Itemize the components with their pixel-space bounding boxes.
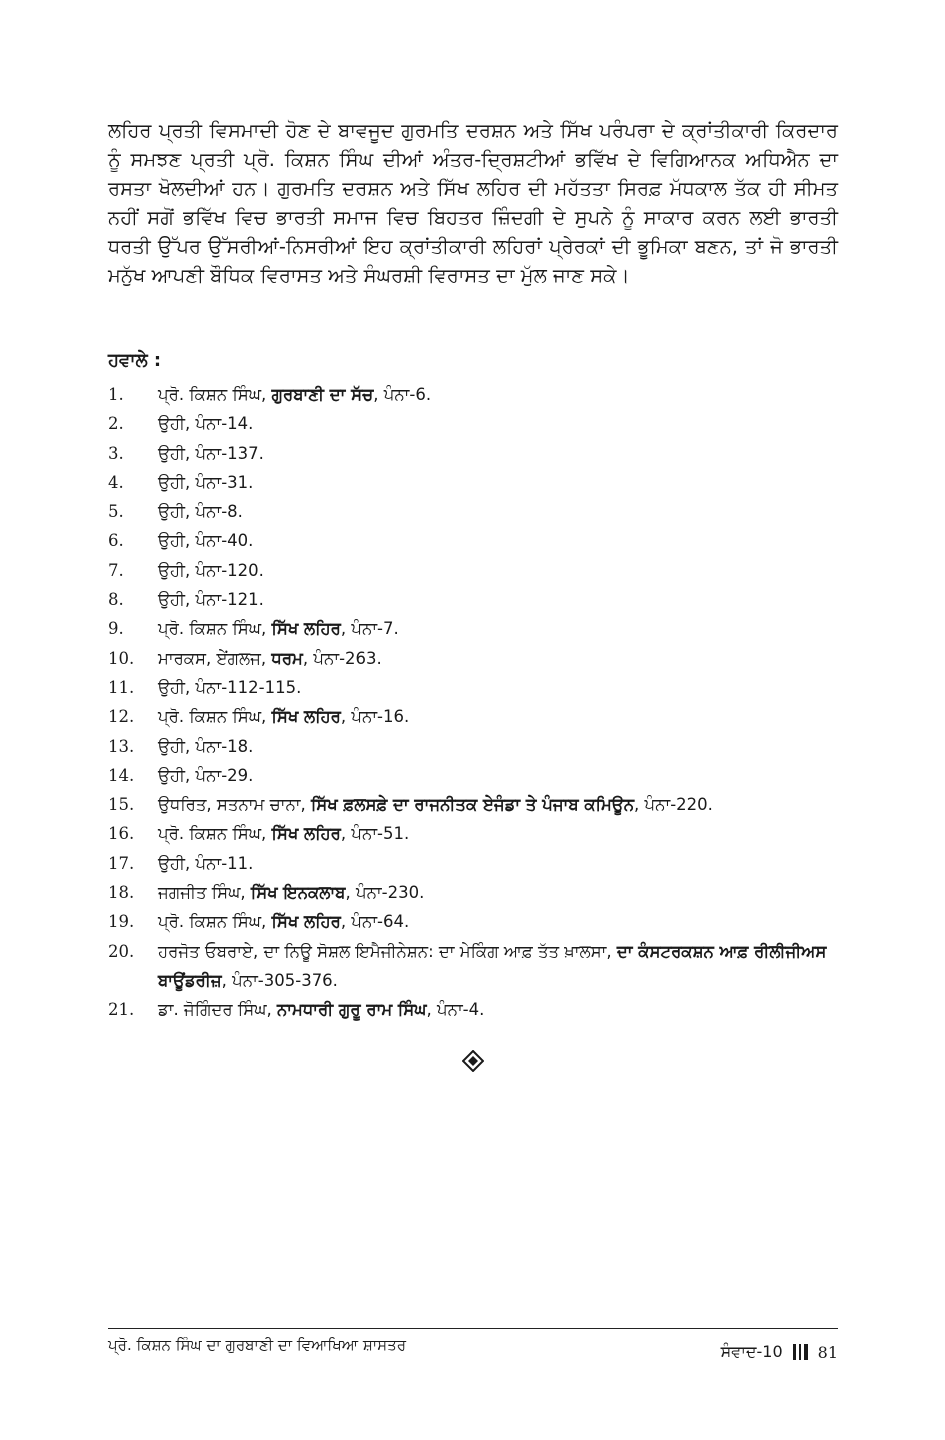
footer-divider: [108, 1328, 838, 1329]
reference-number: 13.: [108, 736, 135, 756]
reference-detail: , ਪੰਨਾ-6.: [373, 385, 432, 404]
reference-item: [108, 556, 840, 585]
reference-item: [108, 614, 840, 643]
reference-number: 21.: [108, 1000, 135, 1020]
reference-title: ਸਿੱਖ ਲਹਿਰ: [271, 707, 341, 727]
reference-detail: ਉਹੀ, ਪੰਨਾ-112-115.: [158, 677, 302, 697]
reference-detail: ਉਹੀ, ਪੰਨਾ-8.: [158, 502, 243, 522]
footer-separator-icon: [793, 1344, 808, 1360]
reference-detail: ਪ੍ਰੋ. ਕਿਸ਼ਨ ਸਿੰਘ,: [158, 385, 272, 404]
reference-number: 9.: [108, 619, 124, 639]
reference-item: [108, 702, 840, 731]
footer-journal: ਸੰਵਾਦ-10: [720, 1342, 783, 1361]
footer-page-number: 81: [817, 1342, 838, 1362]
reference-number: 5.: [108, 502, 124, 522]
reference-detail: ਉਹੀ, ਪੰਨਾ-121.: [158, 590, 264, 610]
reference-item: [108, 644, 840, 673]
reference-detail: ਉਹੀ, ਪੰਨਾ-120.: [158, 560, 264, 580]
reference-item: [108, 526, 840, 555]
references-heading: ਹਵਾਲੇ :: [108, 350, 162, 371]
reference-title: ਸਿੱਖ ਇਨਕਲਾਬ: [250, 883, 346, 903]
reference-text: [158, 644, 840, 673]
reference-detail: ਉਹੀ, ਪੰਨਾ-137.: [158, 443, 264, 463]
reference-title: ਸਿੱਖ ਲਹਿਰ: [271, 619, 341, 639]
reference-number: 14.: [108, 765, 135, 785]
reference-number: 16.: [108, 824, 135, 844]
reference-text: [158, 907, 840, 936]
reference-item: [108, 585, 840, 614]
reference-number: 3.: [108, 443, 124, 463]
reference-title: ਸਿੱਖ ਲਹਿਰ: [271, 824, 341, 844]
reference-number: 11.: [108, 677, 135, 697]
reference-number: 10.: [108, 648, 135, 668]
reference-title: ਗੁਰਬਾਣੀ ਦਾ ਸੱਚ: [271, 385, 374, 404]
reference-item: [108, 380, 840, 409]
reference-number: 19.: [108, 912, 135, 932]
reference-number: 6.: [108, 531, 124, 551]
reference-item: [108, 937, 840, 996]
references-list: [108, 380, 840, 1025]
reference-text: [158, 409, 840, 438]
reference-text: [158, 790, 840, 819]
reference-number: 15.: [108, 795, 135, 815]
reference-detail: ਉਧਰਿਤ, ਸਤਨਾਮ ਚਾਨਾ,: [158, 795, 311, 815]
reference-item: [108, 497, 840, 526]
reference-text: [158, 937, 840, 996]
reference-item: [108, 468, 840, 497]
reference-detail: ਜਗਜੀਤ ਸਿੰਘ,: [158, 883, 251, 903]
reference-item: [108, 673, 840, 702]
reference-text: [158, 439, 840, 468]
reference-title: ਦਾ ਕੰਸਟਰਕਸ਼ਨ ਆਫ਼ ਰੀਲੀਜੀਅਸ ਬਾਊਂਡਰੀਜ਼: [158, 941, 827, 990]
reference-detail: ਪ੍ਰੋ. ਕਿਸ਼ਨ ਸਿੰਘ,: [158, 912, 272, 932]
footer-right: [721, 1342, 838, 1362]
reference-detail: ਉਹੀ, ਪੰਨਾ-11.: [158, 853, 254, 873]
reference-number: 12.: [108, 707, 135, 727]
reference-text: [158, 995, 840, 1024]
reference-detail: , ਪੰਨਾ-220.: [634, 795, 713, 815]
reference-detail: , ਪੰਨਾ-64.: [340, 912, 410, 932]
reference-item: [108, 849, 840, 878]
reference-title: ਸਿੱਖ ਫ਼ਲਸਫ਼ੇ ਦਾ ਰਾਜਨੀਤਕ ਏਜੰਡਾ ਤੇ ਪੰਜਾਬ ਕਮਿਊਨ: [310, 795, 635, 815]
reference-item: [108, 995, 840, 1024]
reference-detail: ਪ੍ਰੋ. ਕਿਸ਼ਨ ਸਿੰਘ,: [158, 619, 272, 639]
reference-text: [158, 497, 840, 526]
reference-item: [108, 732, 840, 761]
reference-detail: ਉਹੀ, ਪੰਨਾ-18.: [158, 736, 254, 756]
reference-text: [158, 585, 840, 614]
reference-title: ਧਰਮ: [271, 648, 303, 668]
reference-item: [108, 439, 840, 468]
reference-text: [158, 556, 840, 585]
reference-detail: , ਪੰਨਾ-16.: [340, 707, 410, 727]
reference-detail: ਉਹੀ, ਪੰਨਾ-40.: [158, 531, 254, 551]
reference-item: [108, 878, 840, 907]
reference-number: 8.: [108, 590, 124, 610]
reference-text: [158, 673, 840, 702]
reference-number: 1.: [108, 385, 124, 404]
reference-detail: ਪ੍ਰੋ. ਕਿਸ਼ਨ ਸਿੰਘ,: [158, 707, 272, 727]
reference-detail: ਡਾ. ਜੋਗਿੰਦਰ ਸਿੰਘ,: [158, 1000, 277, 1020]
reference-detail: ਉਹੀ, ਪੰਨਾ-31.: [158, 472, 254, 492]
reference-number: 20.: [108, 941, 135, 961]
reference-item: [108, 409, 840, 438]
reference-detail: , ਪੰਨਾ-263.: [302, 648, 382, 668]
reference-text: [158, 878, 840, 907]
reference-text: [158, 380, 840, 409]
reference-detail: , ਪੰਨਾ-230.: [345, 883, 425, 903]
reference-detail: ਪ੍ਰੋ. ਕਿਸ਼ਨ ਸਿੰਘ,: [158, 824, 272, 844]
reference-number: 17.: [108, 853, 135, 873]
footer-book-title: ਪ੍ਰੋ. ਕਿਸ਼ਨ ਸਿੰਘ ਦਾ ਗੁਰਬਾਣੀ ਦਾ ਵਿਆਖਿਆ ਸ਼ਾਸਤਰ: [108, 1336, 407, 1354]
reference-detail: , ਪੰਨਾ-51.: [340, 824, 410, 844]
reference-text: [158, 732, 840, 761]
reference-detail: , ਪੰਨਾ-7.: [340, 619, 399, 639]
reference-text: [158, 468, 840, 497]
reference-detail: , ਪੰਨਾ-305-376.: [221, 970, 338, 990]
reference-number: 7.: [108, 560, 124, 580]
reference-number: 4.: [108, 472, 124, 492]
reference-text: [158, 702, 840, 731]
reference-item: [108, 819, 840, 848]
reference-text: [158, 819, 840, 848]
reference-detail: ਉਹੀ, ਪੰਨਾ-29.: [158, 765, 254, 785]
reference-text: [158, 614, 840, 643]
reference-text: [158, 526, 840, 555]
reference-title: ਸਿੱਖ ਲਹਿਰ: [271, 912, 341, 932]
body-paragraph: ਲਹਿਰ ਪ੍ਰਤੀ ਵਿਸਮਾਦੀ ਹੋਣ ਦੇ ਬਾਵਜੂਦ ਗੁਰਮਤਿ ਦਰਸ਼ਨ ਅਤੇ ਸਿੱਖ ਪਰੰਪਰਾ ਦੇ ਕ੍ਰਾਂਤੀਕਾਰੀ ਕਿਰਦਾਰ ਨੂੰ ਸਮਝਣ ਪ੍ਰਤੀ ਪ੍ਰੋ. ਕਿਸ਼ਨ ਸਿੰਘ ਦੀਆਂ ਅੰਤਰ-ਦ੍ਰਿਸ਼ਟੀਆਂ ਭਵਿੱਖ ਦੇ ਵਿਗਿਆਨਕ ਅਧਿਐਨ ਦਾ ਰਸਤਾ ਖੋਲਦੀਆਂ ਹਨ। ਗੁਰਮਤਿ ਦਰਸ਼ਨ ਅਤੇ ਸਿੱਖ ਲਹਿਰ ਦੀ ਮਹੱਤਤਾ ਸਿਰਫ਼ ਮੱਧਕਾਲ ਤੱਕ ਹੀ ਸੀਮਤ ਨਹੀਂ ਸਗੋਂ ਭਵਿੱਖ ਵਿਚ ਭਾਰਤੀ ਸਮਾਜ ਵਿਚ ਬਿਹਤਰ ਜ਼ਿੰਦਗੀ ਦੇ ਸੁਪਨੇ ਨੂੰ ਸਾਕਾਰ ਕਰਨ ਲਈ ਭਾਰਤੀ ਧਰਤੀ ਉੱਪਰ ਉੱਸਰੀਆਂ-ਨਿਸਰੀਆਂ ਇਹ ਕ੍ਰਾਂਤੀਕਾਰੀ ਲਹਿਰਾਂ ਪ੍ਰੇਰਕਾਂ ਦੀ ਭੂਮਿਕਾ ਬਣਨ, ਤਾਂ ਜੋ ਭਾਰਤੀ ਮਨੁੱਖ ਆਪਣੀ ਬੌਧਿਕ ਵਿਰਾਸਤ ਅਤੇ ਸੰਘਰਸ਼ੀ ਵਿਰਾਸਤ ਦਾ ਮੁੱਲ ਜਾਣ ਸਕੇ।: [108, 119, 838, 287]
reference-item: [108, 761, 840, 790]
reference-item: [108, 907, 840, 936]
diamond-ornament-icon: [462, 1050, 484, 1072]
reference-title: ਨਾਮਧਾਰੀ ਗੁਰੂ ਰਾਮ ਸਿੰਘ: [276, 1000, 427, 1020]
reference-text: [158, 761, 840, 790]
reference-detail: , ਪੰਨਾ-4.: [426, 1000, 485, 1020]
reference-detail: ਉਹੀ, ਪੰਨਾ-14.: [158, 414, 254, 434]
reference-text: [158, 849, 840, 878]
reference-detail: ਹਰਜੋਤ ਓਬਰਾਏ, ਦਾ ਨਿਊ ਸੋਸ਼ਲ ਇਮੈਜੀਨੇਸ਼ਨ: ਦਾ ਮੇਕਿੰਗ ਆਫ਼ ਤੱਤ ਖ਼ਾਲਸਾ,: [158, 941, 617, 961]
reference-number: 2.: [108, 414, 124, 434]
reference-item: [108, 790, 840, 819]
reference-number: 18.: [108, 883, 135, 903]
reference-detail: ਮਾਰਕਸ, ਏਂਗਲਜ,: [158, 648, 272, 668]
